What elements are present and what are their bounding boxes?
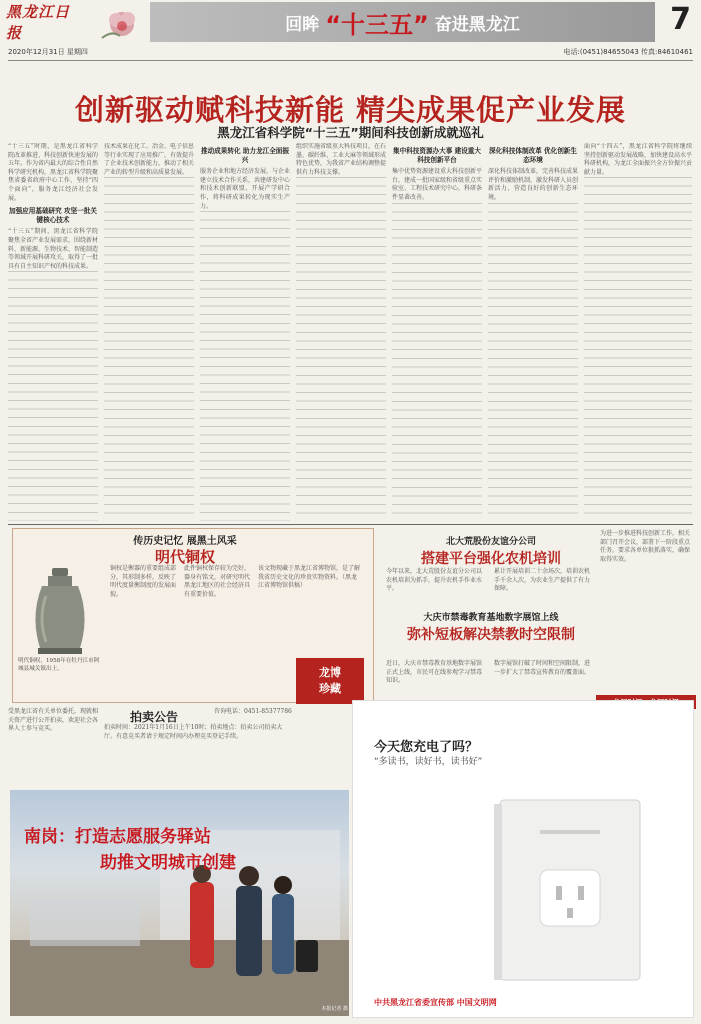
text-lines — [584, 177, 692, 517]
auction-text: 拍卖时间：2021年1月16日上午10时；拍卖地点：拍卖公司拍卖大厅。有意竞买者请于规定时间内办理竞买登记手续。 — [104, 724, 283, 740]
ad-headline: 今天您充电了吗？ — [374, 740, 479, 755]
section-divider — [8, 524, 693, 525]
culture-text-2: 此件铜权保存较为完好，器身有铭文，对研究明代黑龙江地区的社会经济具有重要价值。 — [184, 565, 251, 598]
article-column-1 — [8, 143, 98, 521]
news-text: 数字展馆打破了时间和空间限制，进一步扩大了禁毒宣传教育的覆盖面。 — [494, 660, 591, 676]
seal-line-2: 珍藏 — [319, 682, 341, 695]
peony-decoration-icon — [96, 2, 150, 42]
book-socket-icon — [480, 790, 660, 990]
page-number: 7 — [670, 2, 691, 37]
text-lines — [8, 271, 98, 521]
banner-prefix: 回眸 — [285, 14, 320, 35]
news-kicker-1: 北大荒股份友谊分公司 — [445, 537, 536, 547]
auction-title: 拍卖公告 — [129, 710, 178, 724]
article-column-2 — [104, 143, 194, 521]
culture-text-3: 该文物现藏于黑龙江省博物馆，是了解我省历史文化的珍贵实物资料。（黑龙江省博物馆供稿） — [258, 565, 361, 590]
notice-text: 受黑龙江省有关单位委托，现就相关资产进行公开拍卖，欢迎社会各界人士参与竞买。 — [8, 708, 99, 733]
photo-headline-1: 南岗：打造志愿服务驿站 — [24, 827, 211, 847]
photo-credit: 本报记者 摄 — [321, 1006, 348, 1012]
article-paragraph: 技术成果在化工、冶金、电子信息等行业实现了应用推广，有效提升了企业技术创新能力，推动了相关产业的转型升级和高质量发展。 — [104, 143, 194, 176]
text-lines — [200, 211, 290, 521]
article-headline: 创新驱动赋科技新能 精尖成果促产业发展 — [74, 93, 627, 127]
news-title-2: 弥补短板解决禁教时空限制 — [407, 627, 575, 643]
article-column-5 — [392, 143, 482, 521]
culture-caption: 明代铜权，1958年在牡丹江市阿城县城关镇出土。 — [18, 658, 100, 672]
special-banner — [150, 2, 655, 42]
brief-text-top: 为进一步推进科技创新工作，相关部门召开会议，部署下一阶段重点任务，要求各单位狠抓落实，确保取得实效。 — [600, 530, 691, 563]
issue-date: 2020年12月31日 星期四 — [8, 48, 88, 56]
article-lead: “十三五”时期，是黑龙江省科学院改革推进、科技创新快速发展的五年。作为省内最大的综合性自然科学研究机构，黑龙江省科学院聚焦省委省政府中心工作，坚持“四个面向”，服务龙江经济社会发展。 — [8, 143, 98, 202]
article-paragraph: 组织实施省级重大科技项目，在石墨、碳纤维、工业大麻等领域形成特色优势，为我省产业结构调整提供有力科技支撑。 — [296, 143, 386, 176]
bronze-weight-image — [24, 566, 96, 656]
seal-line-1: 龙博 — [319, 666, 341, 679]
article-paragraph: 面向“十四五”，黑龙江省科学院将继续坚持创新驱动发展战略，加快建设高水平科研机构，为龙江全面振兴全方位振兴贡献力量。 — [584, 143, 692, 176]
section-heading-2: 推动成果转化 助力龙江全面振兴 — [200, 147, 289, 164]
news-kicker-2: 大庆市禁毒教育基地数字展馆上线 — [423, 613, 559, 623]
culture-text-1: 铜权是衡器的重要组成部分，其形制多样，反映了明代度量衡制度的发展面貌。 — [110, 565, 177, 598]
museum-seal — [296, 658, 364, 704]
text-lines — [296, 177, 386, 517]
ad-slogan: “多读书，读好书，读书好” — [374, 757, 483, 767]
contact-phone: 电话:(0451)84655043 传真:84610461 — [563, 48, 693, 56]
text-lines — [392, 203, 482, 521]
text-lines — [104, 177, 194, 517]
news-text: 今年以来，北大荒股份友谊分公司以农机培训为抓手，提升农机手作业水平。 — [386, 568, 483, 593]
photo-headline-2: 助推文明城市创建 — [100, 853, 236, 873]
masthead — [0, 0, 701, 46]
article-paragraph: 服务企业和地方经济发展，与企业建立技术合作关系，共建研发中心和技术创新联盟，开展产学研合作，将科研成果转化为现实生产力。 — [200, 168, 290, 210]
article-column-7 — [584, 143, 692, 521]
article-paragraph: 集中优势资源建设重大科技创新平台，建成一批国家级和省级重点实验室、工程技术研究中心，科研条件显著改善。 — [392, 168, 482, 201]
article-subheadline: 黑龙江省科学院“十三五”期间科技创新成就巡礼 — [217, 125, 484, 140]
culture-title: 明代铜权 — [154, 548, 215, 566]
news-text: 累计开展培训二十余场次，培训农机手千余人次，为农业生产提供了有力保障。 — [494, 568, 591, 593]
dateline — [8, 47, 693, 61]
section-heading-4: 深化科技体制改革 优化创新生态环境 — [488, 147, 577, 164]
text-lines — [488, 203, 578, 521]
paper-logo-area — [0, 4, 84, 40]
auction-phone: 咨询电话：0451-85377786 — [214, 708, 292, 715]
section-heading-3: 集中科技资源办大事 建设重大科技创新平台 — [392, 147, 481, 164]
culture-kicker: 传历史记忆 展黑土风采 — [133, 536, 237, 547]
paper-logo: 黑龙江日报 — [6, 3, 71, 42]
section-heading-1: 加强应用基础研究 攻坚一批关键核心技术 — [8, 207, 97, 224]
news-text: 近日，大庆市禁毒教育基地数字展馆正式上线，市民可在线参观学习禁毒知识。 — [386, 660, 483, 685]
banner-highlight: “十三五” — [325, 10, 429, 39]
article-paragraph: 深化科技体制改革，完善科技成果评价和激励机制，激发科研人员创新活力，营造良好的创新生态环境。 — [488, 168, 578, 201]
news-title-1: 搭建平台强化农机培训 — [421, 551, 561, 567]
ad-sponsor: 中共黑龙江省委宣传部 中国文明网 — [374, 998, 497, 1007]
banner-suffix: 奋进黑龙江 — [434, 14, 520, 35]
article-column-6 — [488, 143, 578, 521]
article-paragraph: “十三五”期间，黑龙江省科学院聚焦全省产业发展需求，围绕新材料、新能源、生物技术、智能制造等领域开展科研攻关，取得了一批具有自主知识产权的科技成果。 — [8, 228, 98, 270]
article-column-3 — [200, 143, 290, 521]
article-column-4 — [296, 143, 386, 521]
